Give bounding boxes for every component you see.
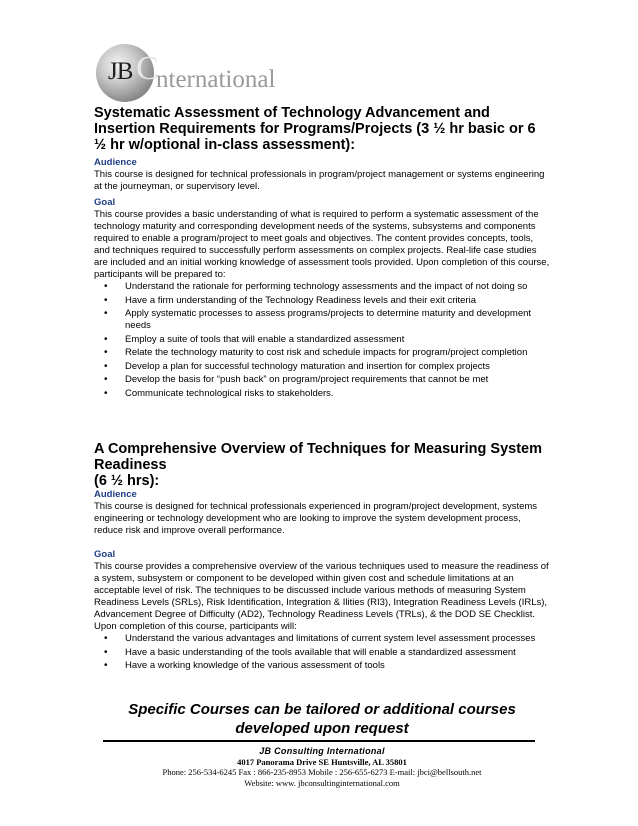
list-item: • Have a basic understanding of the tools available that will enable a standardized assessment — [94, 647, 550, 659]
course-2-audience-text: This course is designed for technical professionals experienced in program/project development, systems engineering or technology development who are looking to improve the system development process, reduce risk and improve overall performance. — [94, 501, 538, 536]
course-2-goal-text: This course provides a comprehensive overview of the various techniques used to measure the readiness of a system, subsystem or component to be developed within given cost and schedule limitations at an acceptable level of risk. The techniques to be discussed include various methods of measuring System Readiness Levels (SRLs), Risk Identification, Integration & Ilities (RI3), Integration Readiness Levels (IRLs), Advancement Degree of Difficulty (AD2), Technology Readiness Levels (TRLs), & the DOD SE Checklist. Upon completion of this course, participants will: — [94, 561, 549, 632]
list-item: • Apply systematic processes to assess programs/projects to determine maturity and development needs — [94, 308, 550, 332]
list-item: • Understand the rationale for performing technology assessments and the impact of not doing so — [94, 281, 550, 293]
paragraph-spacer — [94, 537, 550, 545]
tailor-line-2: developed upon request — [235, 720, 409, 737]
list-item: • Communicate technological risks to stakeholders. — [94, 388, 550, 400]
footer-address: 4017 Panorama Drive SE Huntsville, AL 35801 — [237, 756, 407, 767]
course-1-audience-text: This course is designed for technical professionals in program/project management or systems engineering at the journeyman, or supervisory level. — [94, 169, 545, 192]
course-2-title-hours: (6 ½ hrs): — [94, 473, 160, 489]
list-item: • Relate the technology maturity to cost risk and schedule impacts for program/project completion — [94, 347, 550, 359]
tailor-line-1: Specific Courses can be tailored or additional courses — [128, 701, 516, 718]
course-2-title: A Comprehensive Overview of Techniques for Measuring System Readiness — [94, 441, 543, 473]
course-1-goal-text: This course provides a basic understanding of what is required to perform a systematic assessment of the technology maturity and corresponding development needs of the systems, subsystems and components required to enable a program/project to meet goals and objectives. The content provides concepts, tools, and techniques required to successfully perform assessments on complex projects. Real-life case studies are included and an initial working knowledge of assessment tools provided. Upon completion of this course, participants will be prepared to: — [94, 209, 550, 280]
list-item: • Have a firm understanding of the Technology Readiness levels and their exit criteria — [94, 295, 550, 307]
logo-initials: JB — [108, 58, 133, 85]
course-1-section — [94, 105, 550, 400]
list-item: • Develop a plan for successful technology maturation and insertion for complex projects — [94, 361, 550, 373]
footer-company: JB Consulting International — [259, 746, 385, 756]
course-2-goal-label: Goal — [94, 549, 116, 560]
document-body — [94, 105, 550, 738]
course-1-title: Systematic Assessment of Technology Advancement and Insertion Requirements for Programs/Projects (3 ½ hr basic or 6 ½ hr w/optional in-class assessment): — [94, 105, 536, 153]
course-2-audience-label: Audience — [94, 489, 137, 500]
footer — [94, 746, 550, 788]
course-2-bullet-list — [94, 633, 550, 672]
tailor-notice — [94, 700, 550, 738]
list-item: • Develop the basis for “push back” on program/project requirements that cannot be met — [94, 374, 550, 386]
list-item: • Have a working knowledge of the various assessment of tools — [94, 660, 550, 672]
course-2-section — [94, 441, 550, 672]
footer-website: Website: www. jbconsultinginternational.com — [244, 777, 400, 788]
footer-divider — [103, 740, 535, 742]
logo-letter: C — [136, 50, 159, 87]
footer-contact: Phone: 256-534-6245 Fax : 866-235-8953 Mobile : 256-655-6273 E-mail: jbci@bellsouth.net — [162, 767, 482, 777]
logo-wordmark: nternational — [156, 66, 276, 93]
course-1-goal-label: Goal — [94, 197, 116, 208]
list-item: • Employ a suite of tools that will enable a standardized assessment — [94, 334, 550, 346]
list-item: • Understand the various advantages and limitations of current system level assessment processes — [94, 633, 550, 645]
course-1-bullet-list — [94, 281, 550, 400]
section-spacer — [94, 401, 550, 441]
company-logo — [96, 44, 296, 104]
course-1-audience-label: Audience — [94, 157, 137, 168]
